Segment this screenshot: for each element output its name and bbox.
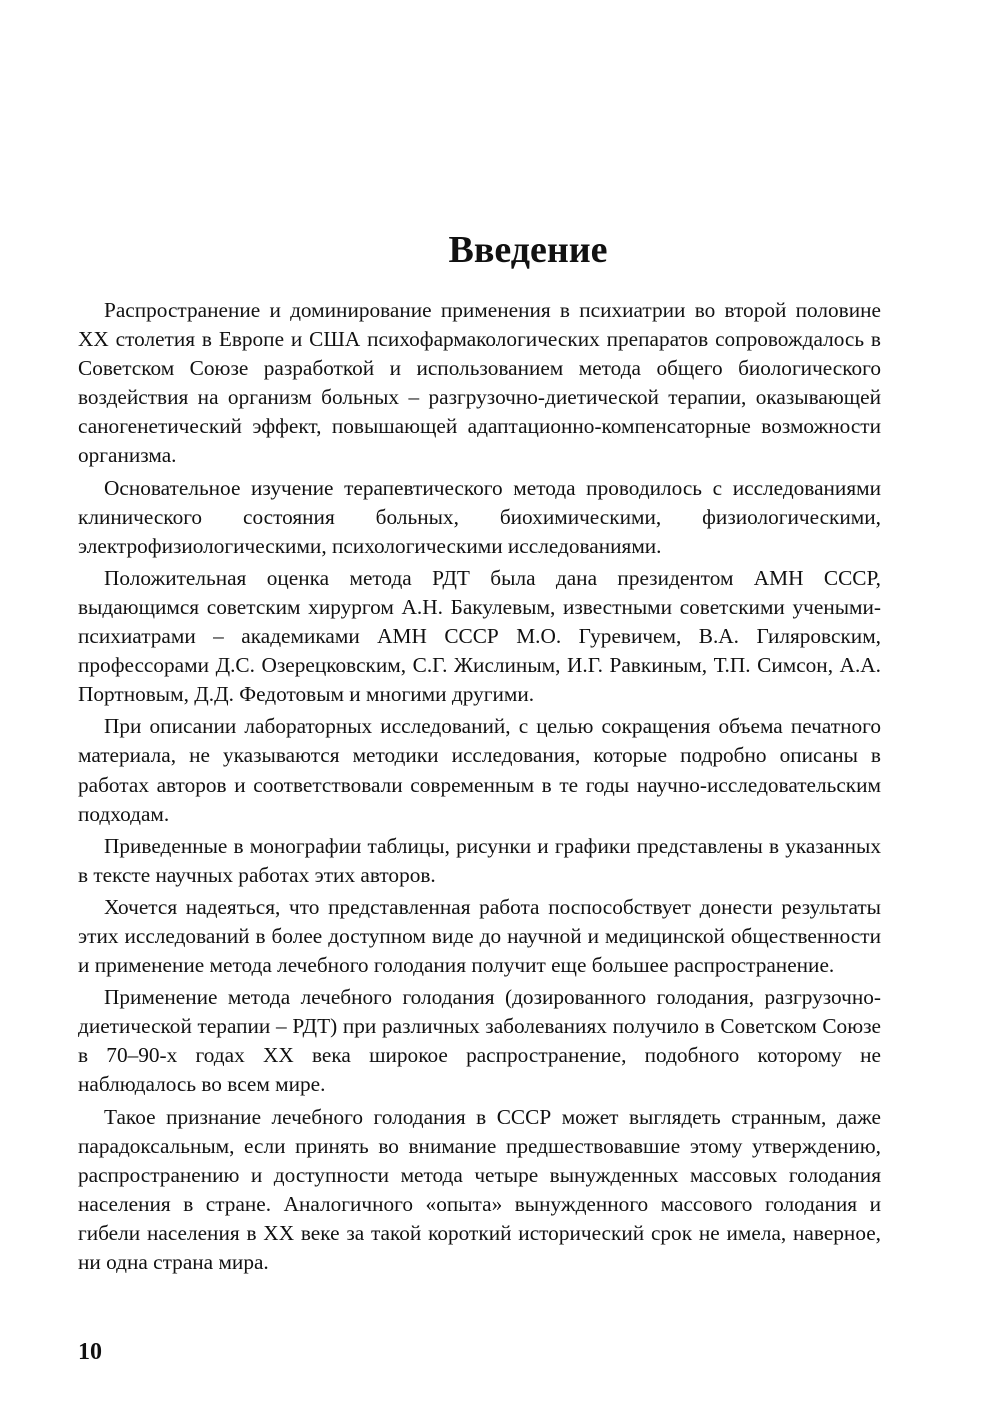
paragraph: Положительная оценка метода РДТ была дана президентом АМН СССР, выдающимся советским хирургом А.Н. Бакулевым, известными советскими учеными-психиатрами – академиками АМН СССР М.О. Гуревичем, В.А. Гиляровским, профессорами Д.С. Озерецковским, С.Г. Жислиным, И.Г. Равкиным, Т.П. Симсон, А.А. Портновым, Д.Д. Федотовым и многими другими. xyxy=(78,565,881,707)
page-number: 10 xyxy=(78,1339,102,1365)
paragraph: При описании лабораторных исследований, с целью сокращения объема печатного материала, не указываются методики исследования, которые подробно описаны в работах авторов и соответствовали современным в те годы научно-исследовательским подходам. xyxy=(78,714,881,826)
paragraph: Приведенные в монографии таблицы, рисунки и графики представлены в указанных в тексте научных работах этих авторов. xyxy=(78,833,881,887)
paragraph: Хочется надеяться, что представленная работа поспособствует донести результаты этих исследований в более доступном виде до научной и медицинской общественности и применение метода лечебного голодания получит еще большее распространение. xyxy=(78,894,881,978)
paragraph: Такое признание лечебного голодания в СССР может выглядеть странным, даже парадоксальным, если принять во внимание предшествовавшие этому утверждению, распространению и доступности метода четыре вынужденных массовых голодания населения в стране. Аналогичного «опыта» вынужденного массового голодания и гибели населения в XX веке за такой короткий исторический срок не имела, наверное, ни одна страна мира. xyxy=(78,1104,881,1274)
paragraph: Основательное изучение терапевтического метода проводилось с исследованиями клинического состояния больных, биохимическими, физиологическими, электрофизиологическими, психологическими исследованиями. xyxy=(78,475,881,558)
page-title: Введение xyxy=(448,229,608,271)
paragraph: Применение метода лечебного голодания (дозированного голодания, разгрузочно-диетической терапии – РДТ) при различных заболеваниях получило в Советском Союзе в 70–90-х годах XX века широкое распространение, подобного которому не наблюдалось во всем мире. xyxy=(78,985,881,1097)
body-text xyxy=(78,296,881,1280)
paragraph: Распространение и доминирование применения в психиатрии во второй половине XX столетия в Европе и США психофармакологических препаратов сопровождалось в Советском Союзе разработкой и использованием метода общего биологического воздействия на организм больных – разгрузочно-диетической терапии, оказывающей саногенетический эффект, повышающей адаптационно-компенсаторные возможности организма. xyxy=(78,298,881,468)
